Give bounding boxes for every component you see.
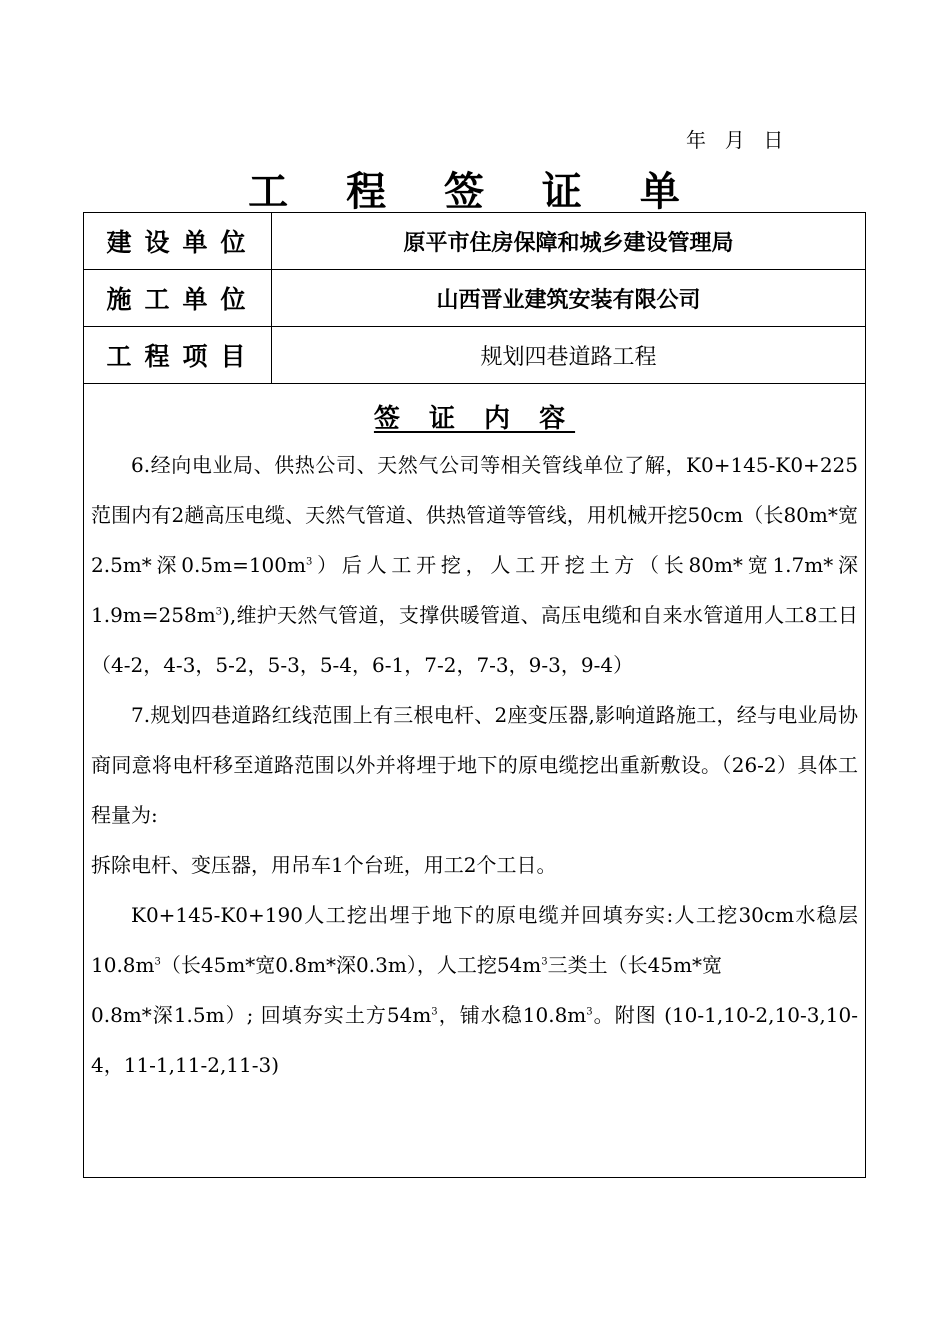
paragraph-backfill: 0.8m*深1.5m）; 回填夯实土方$54m^3$，铺水稳$10.8m^3$。附图 (10-1,10-2,10-3,10-4，11-1,11-2,11-3) [91, 1003, 858, 1077]
row-label: 工程项目 [84, 327, 272, 383]
content-body [91, 440, 858, 1090]
content-heading: 签 证 内 容 [373, 404, 576, 434]
visa-content-section [84, 384, 865, 1177]
paragraph-cable-excavation: K0+145-K0+190人工挖出埋于地下的原电缆并回填夯实:人工挖30cm水稳层$10.8m^3$（长45m*宽0.8m*深0.3m），人工挖$54m^3$三类土（长45m*宽 [91, 903, 858, 977]
paragraph-removal: 拆除电杆、变压器，用吊车1个台班，用工2个工日。 [91, 853, 557, 877]
row-value: 山西晋业建筑安装有限公司 [436, 287, 701, 313]
paragraph-item-6: 6.经向电业局、供热公司、天然气公司等相关管线单位了解，K0+145-K0+225范围内有2趟高压电缆、天然气管道、供热管道等管线，用机械开挖50cm（长80m*宽2.5m*深$0.5m=100m^3$）后人工开挖，人工开挖土方（长80m*宽1.7m*深$1.9m=258m^3$),维护天然气管道，支撑供暖管道、高压电缆和自来水管道用人工8工日（4-2，4-3，5-2，5-3，5-4，6-1，7-2，7-3，9-3，9-4） [91, 453, 858, 677]
row-contractor-unit [84, 270, 865, 327]
visa-form-table [83, 212, 866, 1178]
row-label: 施工单位 [84, 270, 272, 326]
row-value: 原平市住房保障和城乡建设管理局 [403, 230, 734, 256]
row-project [84, 327, 865, 384]
paragraph-item-7: 7.规划四巷道路红线范围上有三根电杆、2座变压器,影响道路施工，经与电业局协商同意将电杆移至道路范围以外并将埋于地下的原电缆挖出重新敷设。（26-2）具体工程量为: [91, 703, 858, 827]
document-title: 工 程 签 证 单 [248, 169, 702, 215]
date-line: 年 月 日 [686, 128, 786, 152]
row-value: 规划四巷道路工程 [480, 344, 657, 370]
row-label: 建设单位 [84, 213, 272, 269]
row-construction-unit [84, 213, 865, 270]
